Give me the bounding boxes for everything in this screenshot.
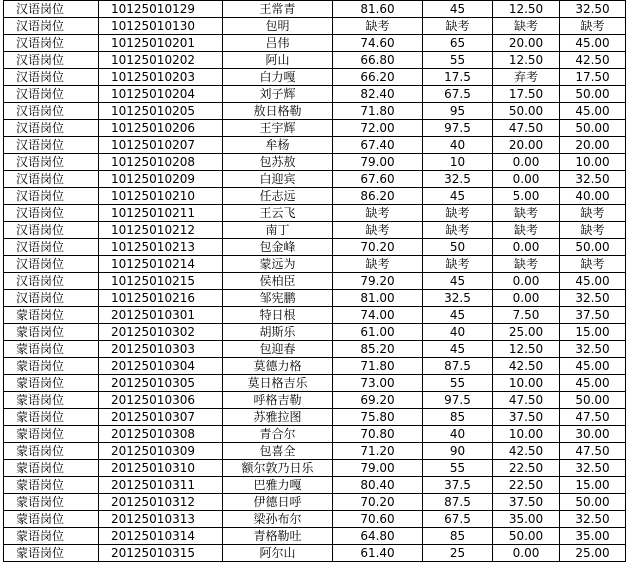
interview-score-cell: 55 [423, 460, 493, 477]
exam-id-cell: 10125010203 [99, 69, 223, 86]
written-score-cell: 67.40 [333, 137, 423, 154]
name-cell: 青格勒吐 [223, 528, 333, 545]
name-cell: 巴雅力嘎 [223, 477, 333, 494]
part-b-score-cell: 17.50 [560, 69, 626, 86]
exam-id-cell: 20125010302 [99, 324, 223, 341]
part-b-score-cell: 50.00 [560, 239, 626, 256]
name-cell: 包金峰 [223, 239, 333, 256]
written-score-cell: 69.20 [333, 392, 423, 409]
part-a-score-cell: 47.50 [493, 392, 560, 409]
written-score-cell: 80.40 [333, 477, 423, 494]
exam-id-cell: 10125010201 [99, 35, 223, 52]
part-a-score-cell: 20.00 [493, 35, 560, 52]
exam-id-cell: 10125010204 [99, 86, 223, 103]
table-row [4, 154, 626, 171]
interview-score-cell: 90 [423, 443, 493, 460]
exam-id-cell: 10125010202 [99, 52, 223, 69]
position-cell: 汉语岗位 [4, 1, 99, 18]
position-cell: 汉语岗位 [4, 18, 99, 35]
position-cell: 蒙语岗位 [4, 426, 99, 443]
exam-id-cell: 10125010129 [99, 1, 223, 18]
interview-score-cell: 87.5 [423, 494, 493, 511]
table-row [4, 188, 626, 205]
part-b-score-cell: 35.00 [560, 528, 626, 545]
table-row [4, 69, 626, 86]
position-cell: 蒙语岗位 [4, 324, 99, 341]
position-cell: 蒙语岗位 [4, 545, 99, 562]
interview-score-cell: 45 [423, 307, 493, 324]
written-score-cell: 72.00 [333, 120, 423, 137]
written-score-cell: 70.20 [333, 494, 423, 511]
name-cell: 青合尔 [223, 426, 333, 443]
exam-id-cell: 10125010212 [99, 222, 223, 239]
part-b-score-cell: 32.50 [560, 511, 626, 528]
part-b-score-cell: 50.00 [560, 120, 626, 137]
written-score-cell: 70.20 [333, 239, 423, 256]
part-a-score-cell: 12.50 [493, 1, 560, 18]
name-cell: 苏雅拉图 [223, 409, 333, 426]
written-score-cell: 缺考 [333, 222, 423, 239]
name-cell: 任志远 [223, 188, 333, 205]
name-cell: 呼格吉勒 [223, 392, 333, 409]
part-a-score-cell: 0.00 [493, 239, 560, 256]
written-score-cell: 缺考 [333, 18, 423, 35]
part-a-score-cell: 0.00 [493, 273, 560, 290]
interview-score-cell: 45 [423, 1, 493, 18]
interview-score-cell: 40 [423, 137, 493, 154]
interview-score-cell: 97.5 [423, 120, 493, 137]
part-b-score-cell: 10.00 [560, 154, 626, 171]
name-cell: 额尔敦乃日乐 [223, 460, 333, 477]
name-cell: 蒙远为 [223, 256, 333, 273]
exam-id-cell: 20125010307 [99, 409, 223, 426]
table-row [4, 494, 626, 511]
written-score-cell: 61.40 [333, 545, 423, 562]
part-a-score-cell: 22.50 [493, 477, 560, 494]
exam-id-cell: 20125010309 [99, 443, 223, 460]
written-score-cell: 71.20 [333, 443, 423, 460]
exam-id-cell: 20125010305 [99, 375, 223, 392]
interview-score-cell: 10 [423, 154, 493, 171]
interview-score-cell: 缺考 [423, 222, 493, 239]
interview-score-cell: 67.5 [423, 511, 493, 528]
interview-score-cell: 40 [423, 324, 493, 341]
interview-score-cell: 45 [423, 188, 493, 205]
interview-score-cell: 50 [423, 239, 493, 256]
written-score-cell: 70.60 [333, 511, 423, 528]
table-row [4, 256, 626, 273]
part-b-score-cell: 42.50 [560, 52, 626, 69]
part-a-score-cell: 0.00 [493, 290, 560, 307]
exam-id-cell: 10125010215 [99, 273, 223, 290]
exam-id-cell: 10125010213 [99, 239, 223, 256]
table-row [4, 511, 626, 528]
part-a-score-cell: 10.00 [493, 375, 560, 392]
written-score-cell: 79.20 [333, 273, 423, 290]
part-a-score-cell: 22.50 [493, 460, 560, 477]
part-a-score-cell: 42.50 [493, 358, 560, 375]
name-cell: 吕伟 [223, 35, 333, 52]
table-row [4, 375, 626, 392]
part-a-score-cell: 47.50 [493, 120, 560, 137]
part-a-score-cell: 35.00 [493, 511, 560, 528]
table-row [4, 341, 626, 358]
exam-id-cell: 10125010214 [99, 256, 223, 273]
position-cell: 汉语岗位 [4, 69, 99, 86]
part-b-score-cell: 32.50 [560, 460, 626, 477]
position-cell: 汉语岗位 [4, 86, 99, 103]
part-b-score-cell: 40.00 [560, 188, 626, 205]
part-b-score-cell: 缺考 [560, 256, 626, 273]
part-a-score-cell: 50.00 [493, 528, 560, 545]
part-a-score-cell: 0.00 [493, 171, 560, 188]
exam-id-cell: 20125010308 [99, 426, 223, 443]
interview-score-cell: 32.5 [423, 171, 493, 188]
part-a-score-cell: 5.00 [493, 188, 560, 205]
part-b-score-cell: 50.00 [560, 494, 626, 511]
position-cell: 汉语岗位 [4, 120, 99, 137]
position-cell: 汉语岗位 [4, 137, 99, 154]
name-cell: 南丁 [223, 222, 333, 239]
interview-score-cell: 65 [423, 35, 493, 52]
name-cell: 莫德力格 [223, 358, 333, 375]
name-cell: 包苏敖 [223, 154, 333, 171]
part-a-score-cell: 20.00 [493, 137, 560, 154]
position-cell: 汉语岗位 [4, 52, 99, 69]
position-cell: 蒙语岗位 [4, 409, 99, 426]
written-score-cell: 81.00 [333, 290, 423, 307]
table-row [4, 477, 626, 494]
written-score-cell: 81.60 [333, 1, 423, 18]
part-b-score-cell: 45.00 [560, 273, 626, 290]
interview-score-cell: 17.5 [423, 69, 493, 86]
written-score-cell: 74.60 [333, 35, 423, 52]
table-row [4, 239, 626, 256]
position-cell: 蒙语岗位 [4, 477, 99, 494]
part-b-score-cell: 50.00 [560, 86, 626, 103]
name-cell: 梁孙布尔 [223, 511, 333, 528]
exam-id-cell: 10125010208 [99, 154, 223, 171]
part-b-score-cell: 15.00 [560, 324, 626, 341]
interview-score-cell: 95 [423, 103, 493, 120]
exam-id-cell: 20125010315 [99, 545, 223, 562]
interview-score-cell: 40 [423, 426, 493, 443]
table-row [4, 290, 626, 307]
position-cell: 汉语岗位 [4, 205, 99, 222]
position-cell: 蒙语岗位 [4, 460, 99, 477]
written-score-cell: 82.40 [333, 86, 423, 103]
name-cell: 王常青 [223, 1, 333, 18]
position-cell: 蒙语岗位 [4, 528, 99, 545]
interview-score-cell: 45 [423, 273, 493, 290]
part-b-score-cell: 缺考 [560, 18, 626, 35]
exam-id-cell: 10125010205 [99, 103, 223, 120]
part-b-score-cell: 20.00 [560, 137, 626, 154]
written-score-cell: 64.80 [333, 528, 423, 545]
table-row [4, 545, 626, 562]
interview-score-cell: 缺考 [423, 205, 493, 222]
written-score-cell: 74.00 [333, 307, 423, 324]
exam-id-cell: 20125010303 [99, 341, 223, 358]
name-cell: 阿山 [223, 52, 333, 69]
exam-id-cell: 20125010314 [99, 528, 223, 545]
table-row [4, 103, 626, 120]
exam-id-cell: 20125010312 [99, 494, 223, 511]
interview-score-cell: 缺考 [423, 18, 493, 35]
written-score-cell: 73.00 [333, 375, 423, 392]
part-a-score-cell: 12.50 [493, 52, 560, 69]
position-cell: 汉语岗位 [4, 154, 99, 171]
position-cell: 汉语岗位 [4, 35, 99, 52]
position-cell: 蒙语岗位 [4, 375, 99, 392]
interview-score-cell: 缺考 [423, 256, 493, 273]
table-row [4, 443, 626, 460]
part-a-score-cell: 37.50 [493, 494, 560, 511]
name-cell: 莫日格吉乐 [223, 375, 333, 392]
written-score-cell: 71.80 [333, 358, 423, 375]
interview-score-cell: 25 [423, 545, 493, 562]
table-row [4, 273, 626, 290]
part-a-score-cell: 37.50 [493, 409, 560, 426]
part-a-score-cell: 缺考 [493, 256, 560, 273]
table-row [4, 1, 626, 18]
interview-score-cell: 32.5 [423, 290, 493, 307]
interview-score-cell: 85 [423, 528, 493, 545]
written-score-cell: 85.20 [333, 341, 423, 358]
part-b-score-cell: 45.00 [560, 35, 626, 52]
position-cell: 蒙语岗位 [4, 358, 99, 375]
interview-score-cell: 55 [423, 375, 493, 392]
table-row [4, 358, 626, 375]
part-a-score-cell: 0.00 [493, 154, 560, 171]
position-cell: 汉语岗位 [4, 103, 99, 120]
part-a-score-cell: 缺考 [493, 18, 560, 35]
exam-id-cell: 10125010207 [99, 137, 223, 154]
name-cell: 刘子辉 [223, 86, 333, 103]
name-cell: 包明 [223, 18, 333, 35]
name-cell: 邹宪鹏 [223, 290, 333, 307]
exam-id-cell: 10125010130 [99, 18, 223, 35]
name-cell: 特日根 [223, 307, 333, 324]
table-row [4, 324, 626, 341]
name-cell: 包迎春 [223, 341, 333, 358]
written-score-cell: 86.20 [333, 188, 423, 205]
table-row [4, 137, 626, 154]
part-b-score-cell: 37.50 [560, 307, 626, 324]
part-b-score-cell: 50.00 [560, 392, 626, 409]
part-b-score-cell: 缺考 [560, 222, 626, 239]
position-cell: 蒙语岗位 [4, 392, 99, 409]
name-cell: 敖日格勒 [223, 103, 333, 120]
name-cell: 侯柏臣 [223, 273, 333, 290]
table-row [4, 18, 626, 35]
written-score-cell: 71.80 [333, 103, 423, 120]
part-a-score-cell: 缺考 [493, 222, 560, 239]
part-a-score-cell: 17.50 [493, 86, 560, 103]
position-cell: 蒙语岗位 [4, 494, 99, 511]
position-cell: 汉语岗位 [4, 239, 99, 256]
name-cell: 包喜全 [223, 443, 333, 460]
name-cell: 牟杨 [223, 137, 333, 154]
name-cell: 阿尔山 [223, 545, 333, 562]
table-row [4, 460, 626, 477]
table-row [4, 409, 626, 426]
part-a-score-cell: 弃考 [493, 69, 560, 86]
part-b-score-cell: 30.00 [560, 426, 626, 443]
part-a-score-cell: 12.50 [493, 341, 560, 358]
position-cell: 汉语岗位 [4, 171, 99, 188]
position-cell: 蒙语岗位 [4, 307, 99, 324]
table-row [4, 86, 626, 103]
part-b-score-cell: 32.50 [560, 290, 626, 307]
position-cell: 汉语岗位 [4, 188, 99, 205]
table-row [4, 307, 626, 324]
part-b-score-cell: 缺考 [560, 205, 626, 222]
position-cell: 汉语岗位 [4, 273, 99, 290]
position-cell: 汉语岗位 [4, 256, 99, 273]
exam-id-cell: 10125010206 [99, 120, 223, 137]
part-b-score-cell: 32.50 [560, 341, 626, 358]
table-body [4, 1, 626, 562]
table-row [4, 52, 626, 69]
part-a-score-cell: 7.50 [493, 307, 560, 324]
part-b-score-cell: 45.00 [560, 103, 626, 120]
part-b-score-cell: 45.00 [560, 375, 626, 392]
name-cell: 伊德日呼 [223, 494, 333, 511]
written-score-cell: 66.80 [333, 52, 423, 69]
exam-id-cell: 10125010210 [99, 188, 223, 205]
table-row [4, 426, 626, 443]
exam-id-cell: 20125010310 [99, 460, 223, 477]
exam-id-cell: 10125010209 [99, 171, 223, 188]
part-a-score-cell: 25.00 [493, 324, 560, 341]
table-row [4, 392, 626, 409]
part-b-score-cell: 47.50 [560, 443, 626, 460]
exam-id-cell: 20125010301 [99, 307, 223, 324]
name-cell: 王宇辉 [223, 120, 333, 137]
part-b-score-cell: 32.50 [560, 1, 626, 18]
name-cell: 胡斯乐 [223, 324, 333, 341]
part-a-score-cell: 50.00 [493, 103, 560, 120]
table-row [4, 528, 626, 545]
interview-score-cell: 45 [423, 341, 493, 358]
part-a-score-cell: 10.00 [493, 426, 560, 443]
table-row [4, 222, 626, 239]
interview-score-cell: 87.5 [423, 358, 493, 375]
exam-id-cell: 20125010313 [99, 511, 223, 528]
position-cell: 汉语岗位 [4, 290, 99, 307]
part-b-score-cell: 45.00 [560, 358, 626, 375]
part-b-score-cell: 15.00 [560, 477, 626, 494]
name-cell: 白迎宾 [223, 171, 333, 188]
part-a-score-cell: 0.00 [493, 545, 560, 562]
exam-id-cell: 10125010216 [99, 290, 223, 307]
written-score-cell: 61.00 [333, 324, 423, 341]
interview-score-cell: 97.5 [423, 392, 493, 409]
table-row [4, 120, 626, 137]
exam-id-cell: 20125010311 [99, 477, 223, 494]
interview-score-cell: 85 [423, 409, 493, 426]
table-row [4, 205, 626, 222]
position-cell: 汉语岗位 [4, 222, 99, 239]
position-cell: 蒙语岗位 [4, 341, 99, 358]
interview-score-cell: 67.5 [423, 86, 493, 103]
written-score-cell: 75.80 [333, 409, 423, 426]
table-row [4, 171, 626, 188]
name-cell: 王云飞 [223, 205, 333, 222]
interview-score-cell: 55 [423, 52, 493, 69]
part-b-score-cell: 25.00 [560, 545, 626, 562]
written-score-cell: 缺考 [333, 205, 423, 222]
written-score-cell: 70.80 [333, 426, 423, 443]
written-score-cell: 79.00 [333, 154, 423, 171]
part-a-score-cell: 缺考 [493, 205, 560, 222]
score-table [3, 0, 626, 562]
written-score-cell: 79.00 [333, 460, 423, 477]
exam-id-cell: 10125010211 [99, 205, 223, 222]
exam-id-cell: 20125010304 [99, 358, 223, 375]
part-b-score-cell: 47.50 [560, 409, 626, 426]
written-score-cell: 67.60 [333, 171, 423, 188]
name-cell: 白力嘎 [223, 69, 333, 86]
position-cell: 蒙语岗位 [4, 443, 99, 460]
part-a-score-cell: 42.50 [493, 443, 560, 460]
part-b-score-cell: 32.50 [560, 171, 626, 188]
position-cell: 蒙语岗位 [4, 511, 99, 528]
written-score-cell: 66.20 [333, 69, 423, 86]
written-score-cell: 缺考 [333, 256, 423, 273]
interview-score-cell: 37.5 [423, 477, 493, 494]
exam-id-cell: 20125010306 [99, 392, 223, 409]
table-row [4, 35, 626, 52]
